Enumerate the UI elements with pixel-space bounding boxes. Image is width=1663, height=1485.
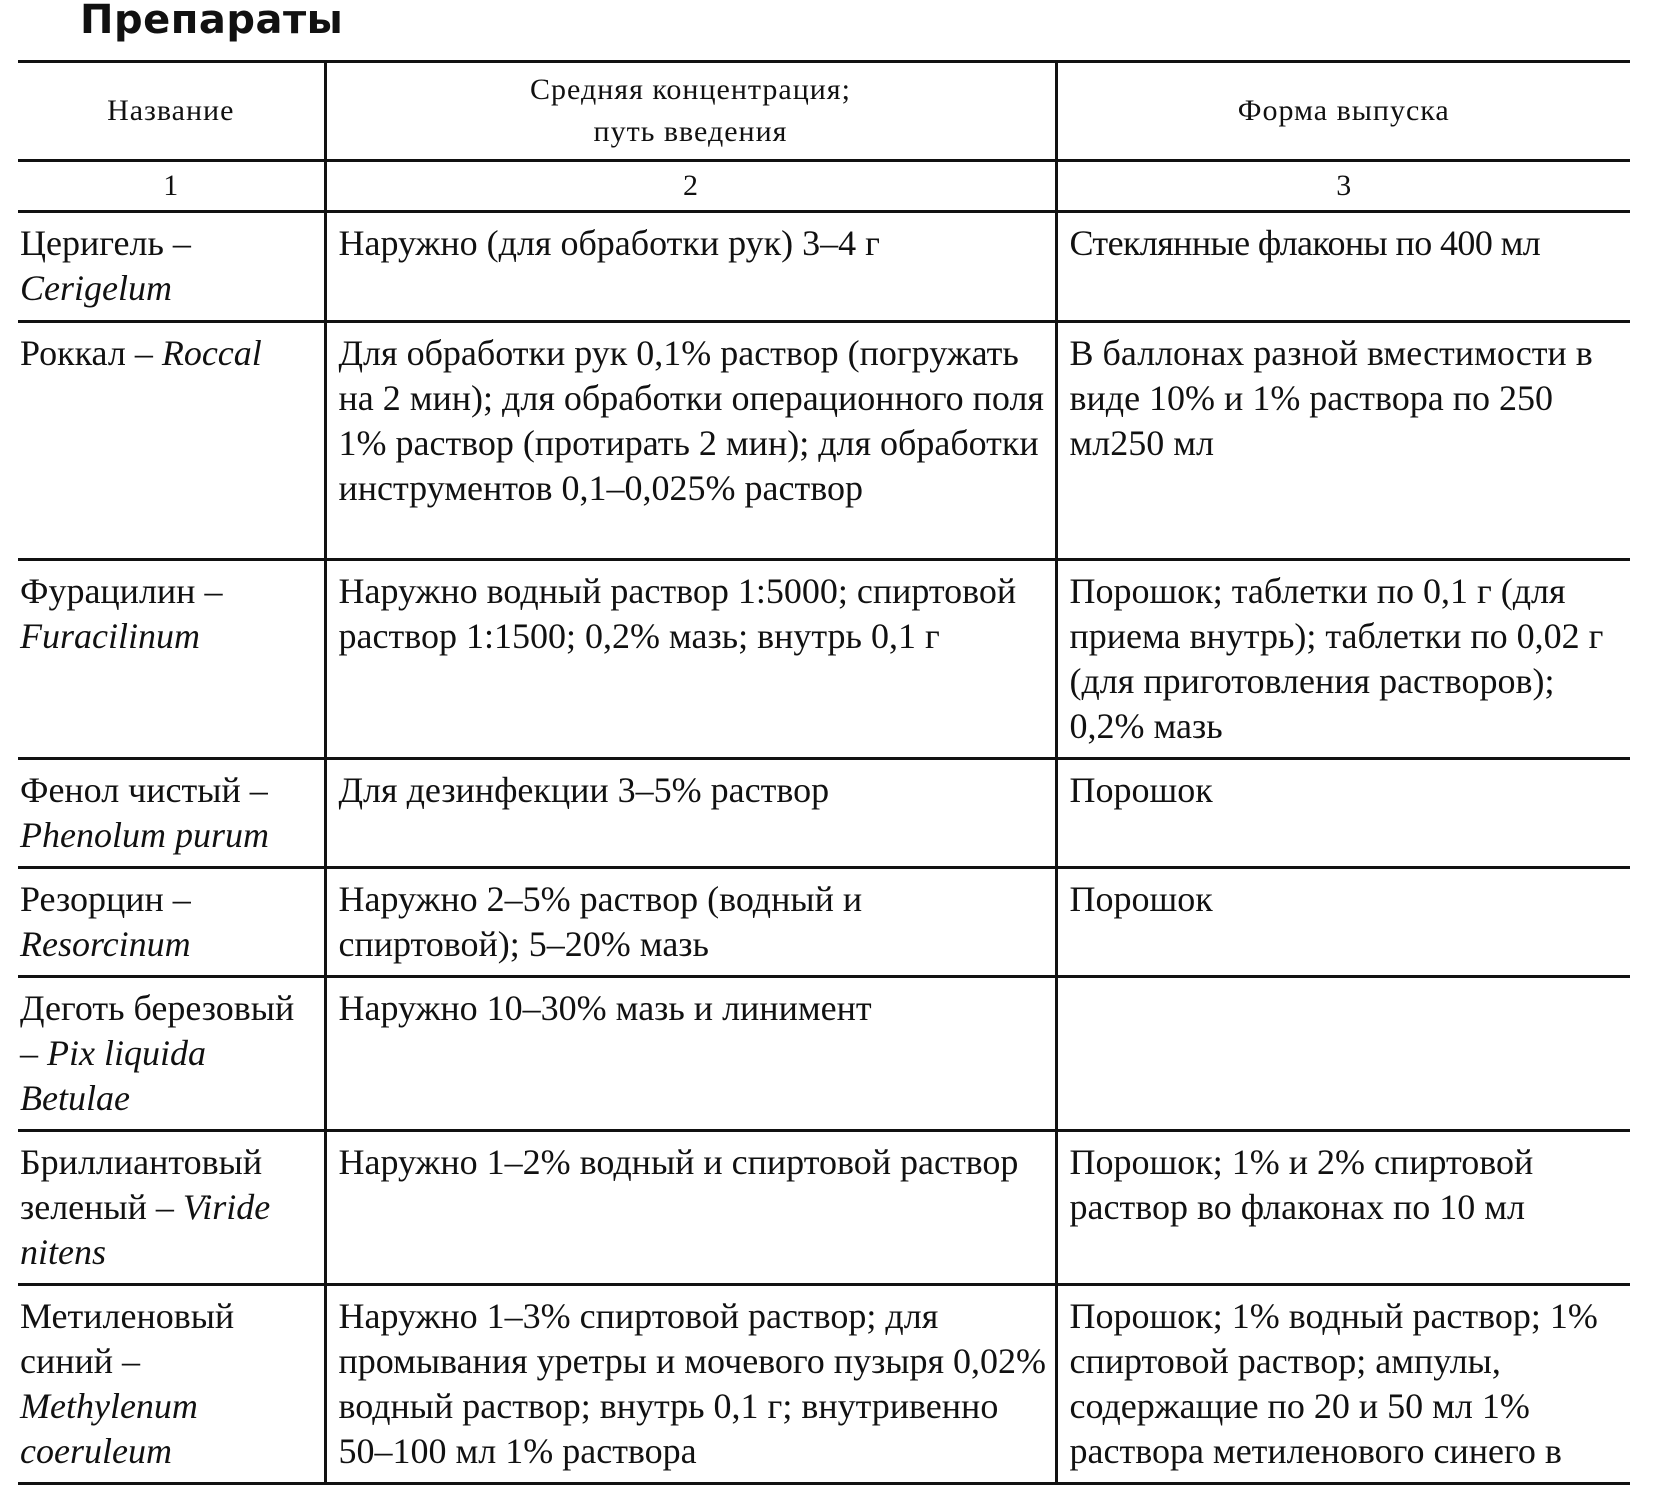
drug-name-ru: Роккал – bbox=[20, 333, 153, 373]
table-row bbox=[18, 868, 1630, 977]
dose-cell: Наружно 1–3% спиртовой раствор; для промывания уретры и мочевого пузыря 0,02% водный раствор; внутрь 0,1 г; внутривенно 50–100 мл 1% раствора bbox=[325, 1285, 1056, 1484]
form-cell: Стеклянные флаконы по 400 мл bbox=[1056, 212, 1630, 322]
column-number: 3 bbox=[1056, 161, 1630, 212]
column-header-dose-line1: Средняя концентрация; bbox=[530, 73, 851, 106]
drug-name-ru: Фурацилин – bbox=[20, 571, 223, 611]
drug-name-ru: Церигель – bbox=[20, 223, 191, 263]
column-number: 1 bbox=[18, 161, 325, 212]
drug-name-cell bbox=[18, 1285, 325, 1484]
column-header-form: Форма выпуска bbox=[1056, 62, 1630, 161]
drug-name-latin: Cerigelum bbox=[20, 268, 172, 308]
table-row bbox=[18, 759, 1630, 868]
form-cell: Порошок bbox=[1056, 868, 1630, 977]
column-number: 2 bbox=[325, 161, 1056, 212]
table-row bbox=[18, 560, 1630, 759]
drug-name-cell bbox=[18, 977, 325, 1131]
drug-name-cell bbox=[18, 560, 325, 759]
page-title: Препараты bbox=[80, 0, 344, 43]
table-row bbox=[18, 1131, 1630, 1285]
dose-cell: Наружно 2–5% раствор (водный и спиртовой); 5–20% мазь bbox=[325, 868, 1056, 977]
drug-name-latin: Resorcinum bbox=[20, 924, 191, 964]
drug-name-cell bbox=[18, 1131, 325, 1285]
form-cell: Порошок; 1% водный раствор; 1% спиртовой раствор; ампулы, содержащие по 20 и 50 мл 1% раствора метиленового синего в bbox=[1056, 1285, 1630, 1484]
table-row bbox=[18, 1285, 1630, 1484]
drug-name-ru: Фенол чистый – bbox=[20, 770, 268, 810]
drug-name-ru: Бриллиантовый зеленый – bbox=[20, 1142, 263, 1227]
dose-cell: Наружно 1–2% водный и спиртовой раствор bbox=[325, 1131, 1056, 1285]
drug-name-latin: Roccal bbox=[161, 333, 262, 373]
drug-name-ru: Резорцин – bbox=[20, 879, 191, 919]
drug-name-cell bbox=[18, 868, 325, 977]
drug-name-latin: Methylenum coeruleum bbox=[20, 1386, 198, 1471]
drug-name-latin: Viride nitens bbox=[20, 1187, 271, 1272]
column-header-name: Название bbox=[18, 62, 325, 161]
form-cell bbox=[1056, 977, 1630, 1131]
drug-name-ru: Деготь березовый – bbox=[20, 988, 295, 1073]
drug-name-latin: Pix liquida Betulae bbox=[20, 1033, 206, 1118]
form-cell: Порошок bbox=[1056, 759, 1630, 868]
form-cell: Порошок; 1% и 2% спиртовой раствор во флаконах по 10 мл bbox=[1056, 1131, 1630, 1285]
table-row bbox=[18, 977, 1630, 1131]
table-row bbox=[18, 212, 1630, 322]
form-cell: Порошок; таблетки по 0,1 г (для приема внутрь); таблетки по 0,02 г (для приготовления растворов); 0,2% мазь bbox=[1056, 560, 1630, 759]
dose-cell: Наружно (для обработки рук) 3–4 г bbox=[325, 212, 1056, 322]
drug-name-cell bbox=[18, 759, 325, 868]
dose-cell: Наружно водный раствор 1:5000; спиртовой раствор 1:1500; 0,2% мазь; внутрь 0,1 г bbox=[325, 560, 1056, 759]
drug-name-cell bbox=[18, 212, 325, 322]
dose-cell: Для дезинфекции 3–5% раствор bbox=[325, 759, 1056, 868]
drugs-table bbox=[18, 60, 1630, 1485]
column-header-dose-line2: путь введения bbox=[593, 115, 788, 148]
dose-cell: Для обработки рук 0,1% раствор (погружать на 2 мин); для обработки операционного поля 1% раствор (протирать 2 мин); для обработки инструментов 0,1–0,025% раствор bbox=[325, 322, 1056, 560]
column-header-dose bbox=[325, 62, 1056, 161]
dose-cell: Наружно 10–30% мазь и линимент bbox=[325, 977, 1056, 1131]
drug-name-cell bbox=[18, 322, 325, 560]
table-row bbox=[18, 322, 1630, 560]
form-cell: В баллонах разной вместимости в виде 10% и 1% раствора по 250 мл250 мл bbox=[1056, 322, 1630, 560]
drug-name-latin: Furacilinum bbox=[20, 616, 200, 656]
drug-name-latin: Phenolum purum bbox=[20, 815, 269, 855]
drug-name-ru: Метиленовый синий – bbox=[20, 1296, 235, 1381]
table-header-row bbox=[18, 62, 1630, 161]
column-number-row bbox=[18, 161, 1630, 212]
